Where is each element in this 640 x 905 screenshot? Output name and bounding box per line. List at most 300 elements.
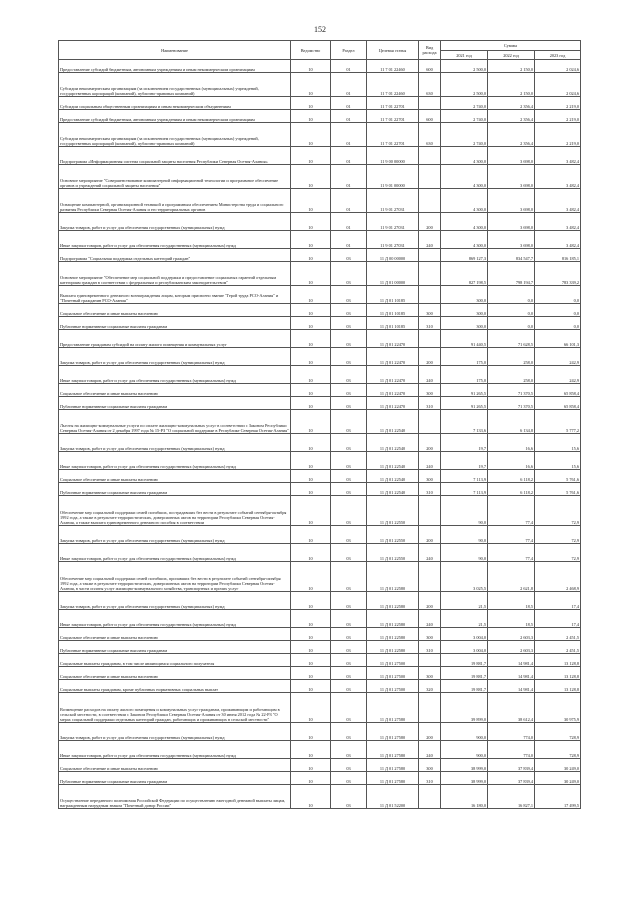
row-expense-type: 310: [419, 483, 441, 496]
row-section: 03: [331, 317, 367, 330]
row-target: 11 9 01 00000: [367, 165, 419, 189]
row-target: 11 9 01 27031: [367, 231, 419, 249]
row-section: 03: [331, 286, 367, 304]
row-name: Закупка товаров, работ и услуг для обеспечения государственных (муниципальных) нужд: [59, 213, 291, 231]
row-department: 10: [291, 741, 331, 759]
row-amount-2022: 77,4: [488, 496, 535, 526]
row-amount-2022: 834 547,7: [488, 249, 535, 262]
row-section: 03: [331, 680, 367, 693]
row-name: Выплата единовременного денежного вознаграждения лицам, которым присвоено звание "Герой труда РСО-Алания" и "Почетный гражданин РСО-Алания": [59, 286, 291, 304]
row-amount-2023: 65 858,4: [535, 397, 581, 410]
row-name: Подпрограмма "Социальная поддержка отдельных категорий граждан": [59, 249, 291, 262]
row-amount-2022: 71 628,5: [488, 330, 535, 348]
row-amount-2021: 4 300,0: [441, 213, 488, 231]
row-name: Публичные нормативные социальные выплаты гражданам: [59, 397, 291, 410]
table-row: [59, 772, 581, 785]
row-department: 10: [291, 60, 331, 73]
row-target: 11 Д 01 22470: [367, 330, 419, 348]
row-amount-2023: 0,0: [535, 304, 581, 317]
row-name: Иные закупки товаров, работ и услуг для обеспечения государственных (муниципальных) нужд: [59, 544, 291, 562]
row-amount-2021: 3 004,0: [441, 628, 488, 641]
row-expense-type: 300: [419, 667, 441, 680]
row-expense-type: 600: [419, 110, 441, 123]
row-expense-type: [419, 97, 441, 110]
row-expense-type: [419, 262, 441, 286]
row-amount-2022: 16 827,1: [488, 785, 535, 809]
row-amount-2022: 3 698,0: [488, 165, 535, 189]
table-row: [59, 483, 581, 496]
table-row: [59, 262, 581, 286]
row-amount-2023: 2 468,9: [535, 562, 581, 592]
row-amount-2021: 19,7: [441, 434, 488, 452]
table-row: [59, 348, 581, 366]
row-expense-type: 630: [419, 73, 441, 97]
row-section: 03: [331, 693, 367, 723]
row-name: Социальное обеспечение и иные выплаты населению: [59, 384, 291, 397]
row-section: 03: [331, 667, 367, 680]
row-amount-2022: 77,4: [488, 526, 535, 544]
row-name: Закупка товаров, работ и услуг для обеспечения государственных (муниципальных) нужд: [59, 592, 291, 610]
row-department: 10: [291, 410, 331, 434]
row-expense-type: [419, 147, 441, 165]
row-amount-2021: 7 113,9: [441, 470, 488, 483]
row-name: Социальное обеспечение и иные выплаты населению: [59, 304, 291, 317]
row-amount-2023: 242,9: [535, 366, 581, 384]
row-section: 03: [331, 592, 367, 610]
row-amount-2023: 2 219,0: [535, 110, 581, 123]
table-row: [59, 544, 581, 562]
row-amount-2023: 0,0: [535, 317, 581, 330]
row-department: 10: [291, 628, 331, 641]
row-target: 11 Д 01 22580: [367, 641, 419, 654]
row-amount-2023: 72,9: [535, 544, 581, 562]
row-amount-2023: 5 777,2: [535, 410, 581, 434]
row-section: 01: [331, 73, 367, 97]
row-expense-type: 200: [419, 526, 441, 544]
row-target: 11 Д 01 22580: [367, 562, 419, 592]
row-expense-type: [419, 496, 441, 526]
table-row: [59, 330, 581, 348]
row-amount-2021: 91 440,5: [441, 330, 488, 348]
row-target: 11 Д 00 00000: [367, 249, 419, 262]
row-section: 03: [331, 641, 367, 654]
row-name: Закупка товаров, работ и услуг для обеспечения государственных (муниципальных) нужд: [59, 526, 291, 544]
row-department: 10: [291, 110, 331, 123]
row-amount-2021: 175,0: [441, 366, 488, 384]
row-section: 03: [331, 410, 367, 434]
row-amount-2021: 90,0: [441, 526, 488, 544]
row-department: 10: [291, 330, 331, 348]
row-amount-2022: 2 150,0: [488, 60, 535, 73]
row-amount-2021: 869 127,3: [441, 249, 488, 262]
row-target: 11 Д 01 22540: [367, 434, 419, 452]
row-target: 11 Д 01 22540: [367, 410, 419, 434]
row-amount-2022: 3 698,0: [488, 231, 535, 249]
row-amount-2021: 2 500,0: [441, 73, 488, 97]
table-row: [59, 304, 581, 317]
row-name: Публичные нормативные социальные выплаты гражданам: [59, 772, 291, 785]
row-amount-2021: 827 198,5: [441, 262, 488, 286]
row-amount-2022: 2 356,4: [488, 110, 535, 123]
table-row: [59, 667, 581, 680]
row-department: 10: [291, 213, 331, 231]
row-name: Публичные нормативные социальные выплаты гражданам: [59, 483, 291, 496]
row-amount-2022: 2 356,4: [488, 97, 535, 110]
row-department: 10: [291, 165, 331, 189]
table-row: [59, 628, 581, 641]
row-expense-type: [419, 165, 441, 189]
row-section: 03: [331, 397, 367, 410]
row-section: 03: [331, 526, 367, 544]
row-target: 11 Д 01 27580: [367, 693, 419, 723]
row-department: 10: [291, 470, 331, 483]
row-department: 10: [291, 610, 331, 628]
row-amount-2022: 71 370,5: [488, 397, 535, 410]
header-name: Наименование: [59, 41, 291, 60]
row-name: Социальное обеспечение и иные выплаты населению: [59, 667, 291, 680]
row-amount-2022: 3 698,0: [488, 147, 535, 165]
budget-table: [58, 40, 581, 809]
row-name: Иные закупки товаров, работ и услуг для обеспечения государственных (муниципальных) нужд: [59, 452, 291, 470]
row-department: 10: [291, 526, 331, 544]
table-row: [59, 470, 581, 483]
row-department: 10: [291, 317, 331, 330]
row-expense-type: 240: [419, 544, 441, 562]
row-target: 11 7 01 22460: [367, 73, 419, 97]
table-row: [59, 110, 581, 123]
table-row: [59, 693, 581, 723]
header-expense-type: Вид расхода: [419, 41, 441, 60]
row-target: 11 Д 01 22580: [367, 628, 419, 641]
row-name: Иные закупки товаров, работ и услуг для обеспечения государственных (муниципальных) нужд: [59, 231, 291, 249]
row-amount-2022: 14 981,4: [488, 680, 535, 693]
table-row: [59, 123, 581, 147]
row-target: 11 Д 01 27580: [367, 723, 419, 741]
row-department: 10: [291, 772, 331, 785]
row-amount-2021: 2 500,0: [441, 60, 488, 73]
row-name: Социальное обеспечение и иные выплаты населению: [59, 759, 291, 772]
row-amount-2022: 3 698,0: [488, 213, 535, 231]
row-amount-2022: 6 134,8: [488, 410, 535, 434]
row-name: Публичные нормативные социальные выплаты гражданам: [59, 317, 291, 330]
table-row: [59, 147, 581, 165]
row-amount-2022: 2 603,3: [488, 628, 535, 641]
row-name: Закупка товаров, работ и услуг для обеспечения государственных (муниципальных) нужд: [59, 348, 291, 366]
row-amount-2023: 728,9: [535, 723, 581, 741]
row-amount-2022: 16,6: [488, 452, 535, 470]
row-amount-2023: 242,9: [535, 348, 581, 366]
row-name: Иные закупки товаров, работ и услуг для обеспечения государственных (муниципальных) нужд: [59, 366, 291, 384]
row-section: 03: [331, 741, 367, 759]
row-amount-2021: 39 899,0: [441, 693, 488, 723]
row-target: 11 9 00 00000: [367, 147, 419, 165]
row-amount-2022: 774,0: [488, 723, 535, 741]
row-target: 11 7 01 22701: [367, 123, 419, 147]
row-target: 11 Д 01 22550: [367, 526, 419, 544]
header-year-2023: 2023 год: [535, 51, 581, 60]
row-target: 11 Д 01 22540: [367, 452, 419, 470]
row-amount-2022: 2 150,0: [488, 73, 535, 97]
row-expense-type: 310: [419, 397, 441, 410]
row-amount-2021: 91 265,5: [441, 384, 488, 397]
row-amount-2021: 2 740,0: [441, 97, 488, 110]
table-row: [59, 317, 581, 330]
row-amount-2022: 0,0: [488, 304, 535, 317]
row-department: 10: [291, 759, 331, 772]
row-amount-2022: 3 698,0: [488, 189, 535, 213]
row-target: 11 Д 01 22580: [367, 610, 419, 628]
row-expense-type: 200: [419, 592, 441, 610]
row-expense-type: 300: [419, 759, 441, 772]
row-expense-type: 240: [419, 231, 441, 249]
row-amount-2023: 2 219,0: [535, 97, 581, 110]
row-department: 10: [291, 189, 331, 213]
row-department: 10: [291, 123, 331, 147]
table-row: [59, 741, 581, 759]
row-department: 10: [291, 348, 331, 366]
row-expense-type: [419, 654, 441, 667]
table-row: [59, 410, 581, 434]
row-target: 11 7 01 22701: [367, 110, 419, 123]
row-name: Иные закупки товаров, работ и услуг для обеспечения государственных (муниципальных) нужд: [59, 741, 291, 759]
row-target: 11 Д 01 22470: [367, 384, 419, 397]
row-section: 03: [331, 772, 367, 785]
row-department: 10: [291, 723, 331, 741]
row-name: Субсидии социальным общественным организациям и иным некоммерческим объединениям: [59, 97, 291, 110]
row-department: 10: [291, 562, 331, 592]
row-expense-type: 300: [419, 384, 441, 397]
row-department: 10: [291, 97, 331, 110]
row-expense-type: 240: [419, 366, 441, 384]
row-expense-type: 200: [419, 348, 441, 366]
row-department: 10: [291, 483, 331, 496]
row-amount-2022: 774,0: [488, 741, 535, 759]
row-amount-2022: 0,0: [488, 317, 535, 330]
row-expense-type: [419, 693, 441, 723]
table-body: [59, 60, 581, 809]
row-section: 03: [331, 470, 367, 483]
row-name: Закупка товаров, работ и услуг для обеспечения государственных (муниципальных) нужд: [59, 434, 291, 452]
row-amount-2021: 900,0: [441, 723, 488, 741]
row-section: 03: [331, 628, 367, 641]
row-name: Закупка товаров, работ и услуг для обеспечения государственных (муниципальных) нужд: [59, 723, 291, 741]
table-row: [59, 73, 581, 97]
row-expense-type: 300: [419, 304, 441, 317]
row-target: 11 Д 01 00000: [367, 262, 419, 286]
row-amount-2021: 4 300,0: [441, 231, 488, 249]
table-row: [59, 641, 581, 654]
row-name: Обеспечение мер социальной поддержки семей погибших, пострадавших без вести в результате событий сентября-октября 1992 года, а также в результате террористических, диверсионных актов на территории Республики Северная Осетия-Алания, а также выплата единовременного денежного пособия в соответствии: [59, 496, 291, 526]
row-amount-2021: 19 881,7: [441, 680, 488, 693]
row-section: 03: [331, 262, 367, 286]
row-name: Предоставление гражданам субсидий на оплату жилого помещения и коммунальных услуг: [59, 330, 291, 348]
row-section: 03: [331, 544, 367, 562]
table-row: [59, 231, 581, 249]
header-year-2021: 2021 год: [441, 51, 488, 60]
row-department: 10: [291, 654, 331, 667]
row-department: 10: [291, 304, 331, 317]
row-amount-2023: 72,9: [535, 526, 581, 544]
row-amount-2022: 77,4: [488, 544, 535, 562]
row-expense-type: 240: [419, 452, 441, 470]
row-name: Льготы на жилищно-коммунальные услуги по оплате жилищно-коммунальных услуг в соответствии с Законом Республики Северная Осетия-Алания от 2 декабря 1997 года № 15-РЗ "О социальной поддержке в Республике Северная Осетия-Алания": [59, 410, 291, 434]
row-department: 10: [291, 785, 331, 809]
row-amount-2022: 2 603,3: [488, 641, 535, 654]
row-section: 03: [331, 384, 367, 397]
row-amount-2022: 798 194,7: [488, 262, 535, 286]
row-target: 11 Д 01 27500: [367, 667, 419, 680]
row-amount-2021: 2 740,0: [441, 123, 488, 147]
row-amount-2022: 14 981,4: [488, 667, 535, 680]
row-expense-type: 240: [419, 741, 441, 759]
row-target: 11 Д 01 27500: [367, 680, 419, 693]
row-amount-2023: 15,6: [535, 452, 581, 470]
row-expense-type: [419, 785, 441, 809]
row-expense-type: 630: [419, 123, 441, 147]
row-section: 03: [331, 330, 367, 348]
row-amount-2023: 2 024,6: [535, 60, 581, 73]
row-section: 03: [331, 348, 367, 366]
row-expense-type: 240: [419, 610, 441, 628]
row-amount-2022: 37 839,4: [488, 772, 535, 785]
row-amount-2022: 16,6: [488, 434, 535, 452]
row-target: 11 Д 01 52200: [367, 785, 419, 809]
row-target: 11 Д 01 22540: [367, 483, 419, 496]
row-amount-2021: 2 740,0: [441, 110, 488, 123]
row-name: Оснащение компьютерной, организационной техникой и программным обеспечением Министерства труда и социального развития Республики Северная Осетия-Алания и его территориальных органов: [59, 189, 291, 213]
row-section: 01: [331, 147, 367, 165]
row-amount-2021: 4 300,0: [441, 147, 488, 165]
row-name: Предоставление субсидий бюджетным, автономным учреждениям и иным некоммерческим организациям: [59, 60, 291, 73]
row-amount-2023: 3 482,4: [535, 147, 581, 165]
row-amount-2021: 19,7: [441, 452, 488, 470]
row-amount-2021: 38 999,0: [441, 759, 488, 772]
table-row: [59, 366, 581, 384]
row-amount-2022: 258,0: [488, 366, 535, 384]
row-amount-2023: 17,4: [535, 610, 581, 628]
header-amounts: Суммы: [441, 41, 581, 51]
row-section: 03: [331, 452, 367, 470]
row-amount-2021: 300,0: [441, 317, 488, 330]
row-department: 10: [291, 231, 331, 249]
row-amount-2023: 3 482,4: [535, 213, 581, 231]
row-department: 10: [291, 544, 331, 562]
row-amount-2021: 19 881,7: [441, 654, 488, 667]
row-section: 03: [331, 496, 367, 526]
row-target: 11 Д 01 22470: [367, 366, 419, 384]
table-row: [59, 165, 581, 189]
row-name: Основное мероприятие "Обеспечение мер социальной поддержки и предоставление социальных гарантий отдельным категориям граждан в соответствии с федеральным и республиканским законодательством": [59, 262, 291, 286]
row-expense-type: 320: [419, 680, 441, 693]
row-target: 11 Д 01 10185: [367, 304, 419, 317]
row-amount-2021: 900,0: [441, 741, 488, 759]
row-amount-2021: 300,0: [441, 286, 488, 304]
row-amount-2021: 3 004,0: [441, 641, 488, 654]
row-target: 11 9 01 27031: [367, 213, 419, 231]
row-target: 11 7 01 22701: [367, 97, 419, 110]
table-row: [59, 397, 581, 410]
row-section: 01: [331, 213, 367, 231]
table-row: [59, 286, 581, 304]
table-row: [59, 654, 581, 667]
row-section: 03: [331, 483, 367, 496]
row-amount-2023: 72,9: [535, 496, 581, 526]
row-name: Иные закупки товаров, работ и услуг для обеспечения государственных (муниципальных) нужд: [59, 610, 291, 628]
row-name: Социальное обеспечение и иные выплаты населению: [59, 628, 291, 641]
row-expense-type: [419, 249, 441, 262]
row-target: 11 Д 01 22540: [367, 470, 419, 483]
row-name: Субсидии некоммерческим организациям (за исключением государственных (муниципальных) учреждений, государственных корпораций (компаний), публично-правовых компаний): [59, 73, 291, 97]
row-amount-2023: 30 975,9: [535, 693, 581, 723]
row-department: 10: [291, 496, 331, 526]
row-expense-type: [419, 562, 441, 592]
row-department: 10: [291, 693, 331, 723]
row-department: 10: [291, 452, 331, 470]
row-section: 01: [331, 60, 367, 73]
row-target: 11 Д 01 22550: [367, 544, 419, 562]
row-section: 03: [331, 434, 367, 452]
row-expense-type: 200: [419, 213, 441, 231]
row-target: 11 Д 01 27580: [367, 741, 419, 759]
row-amount-2021: 21,5: [441, 592, 488, 610]
row-expense-type: 310: [419, 641, 441, 654]
row-amount-2023: 3 482,4: [535, 189, 581, 213]
row-target: 11 7 01 22460: [367, 60, 419, 73]
row-section: 03: [331, 304, 367, 317]
row-section: 01: [331, 123, 367, 147]
row-amount-2023: 65 858,4: [535, 384, 581, 397]
row-target: 11 9 01 27031: [367, 189, 419, 213]
table-row: [59, 60, 581, 73]
row-amount-2023: 816 185,1: [535, 249, 581, 262]
row-expense-type: [419, 286, 441, 304]
row-department: 10: [291, 434, 331, 452]
row-department: 10: [291, 592, 331, 610]
table-row: [59, 723, 581, 741]
table-row: [59, 496, 581, 526]
row-expense-type: 200: [419, 434, 441, 452]
row-section: 03: [331, 562, 367, 592]
row-department: 10: [291, 366, 331, 384]
row-amount-2023: 2 451,5: [535, 641, 581, 654]
row-target: 11 Д 01 27580: [367, 759, 419, 772]
row-section: 01: [331, 165, 367, 189]
row-amount-2022: 6 118,2: [488, 483, 535, 496]
row-section: 03: [331, 723, 367, 741]
row-amount-2021: 19 881,7: [441, 667, 488, 680]
row-department: 10: [291, 249, 331, 262]
row-department: 10: [291, 384, 331, 397]
row-section: 03: [331, 654, 367, 667]
row-department: 10: [291, 680, 331, 693]
row-amount-2023: 66 101,3: [535, 330, 581, 348]
row-name: Социальные выплаты гражданам, кроме публичных нормативных социальных выплат: [59, 680, 291, 693]
table-row: [59, 434, 581, 452]
row-target: 11 Д 01 22470: [367, 348, 419, 366]
row-amount-2022: 6 118,2: [488, 470, 535, 483]
table-row: [59, 592, 581, 610]
row-name: Субсидии некоммерческим организациям (за исключением государственных (муниципальных) учреждений, государственных корпораций (компаний), публично-правовых компаний): [59, 123, 291, 147]
row-amount-2021: 91 265,5: [441, 397, 488, 410]
row-amount-2023: 3 482,4: [535, 231, 581, 249]
table-row: [59, 189, 581, 213]
row-amount-2021: 7 113,9: [441, 483, 488, 496]
row-section: 01: [331, 97, 367, 110]
row-amount-2022: 2 356,4: [488, 123, 535, 147]
row-amount-2022: 37 839,4: [488, 759, 535, 772]
row-amount-2021: 90,0: [441, 496, 488, 526]
row-amount-2023: 3 482,4: [535, 165, 581, 189]
